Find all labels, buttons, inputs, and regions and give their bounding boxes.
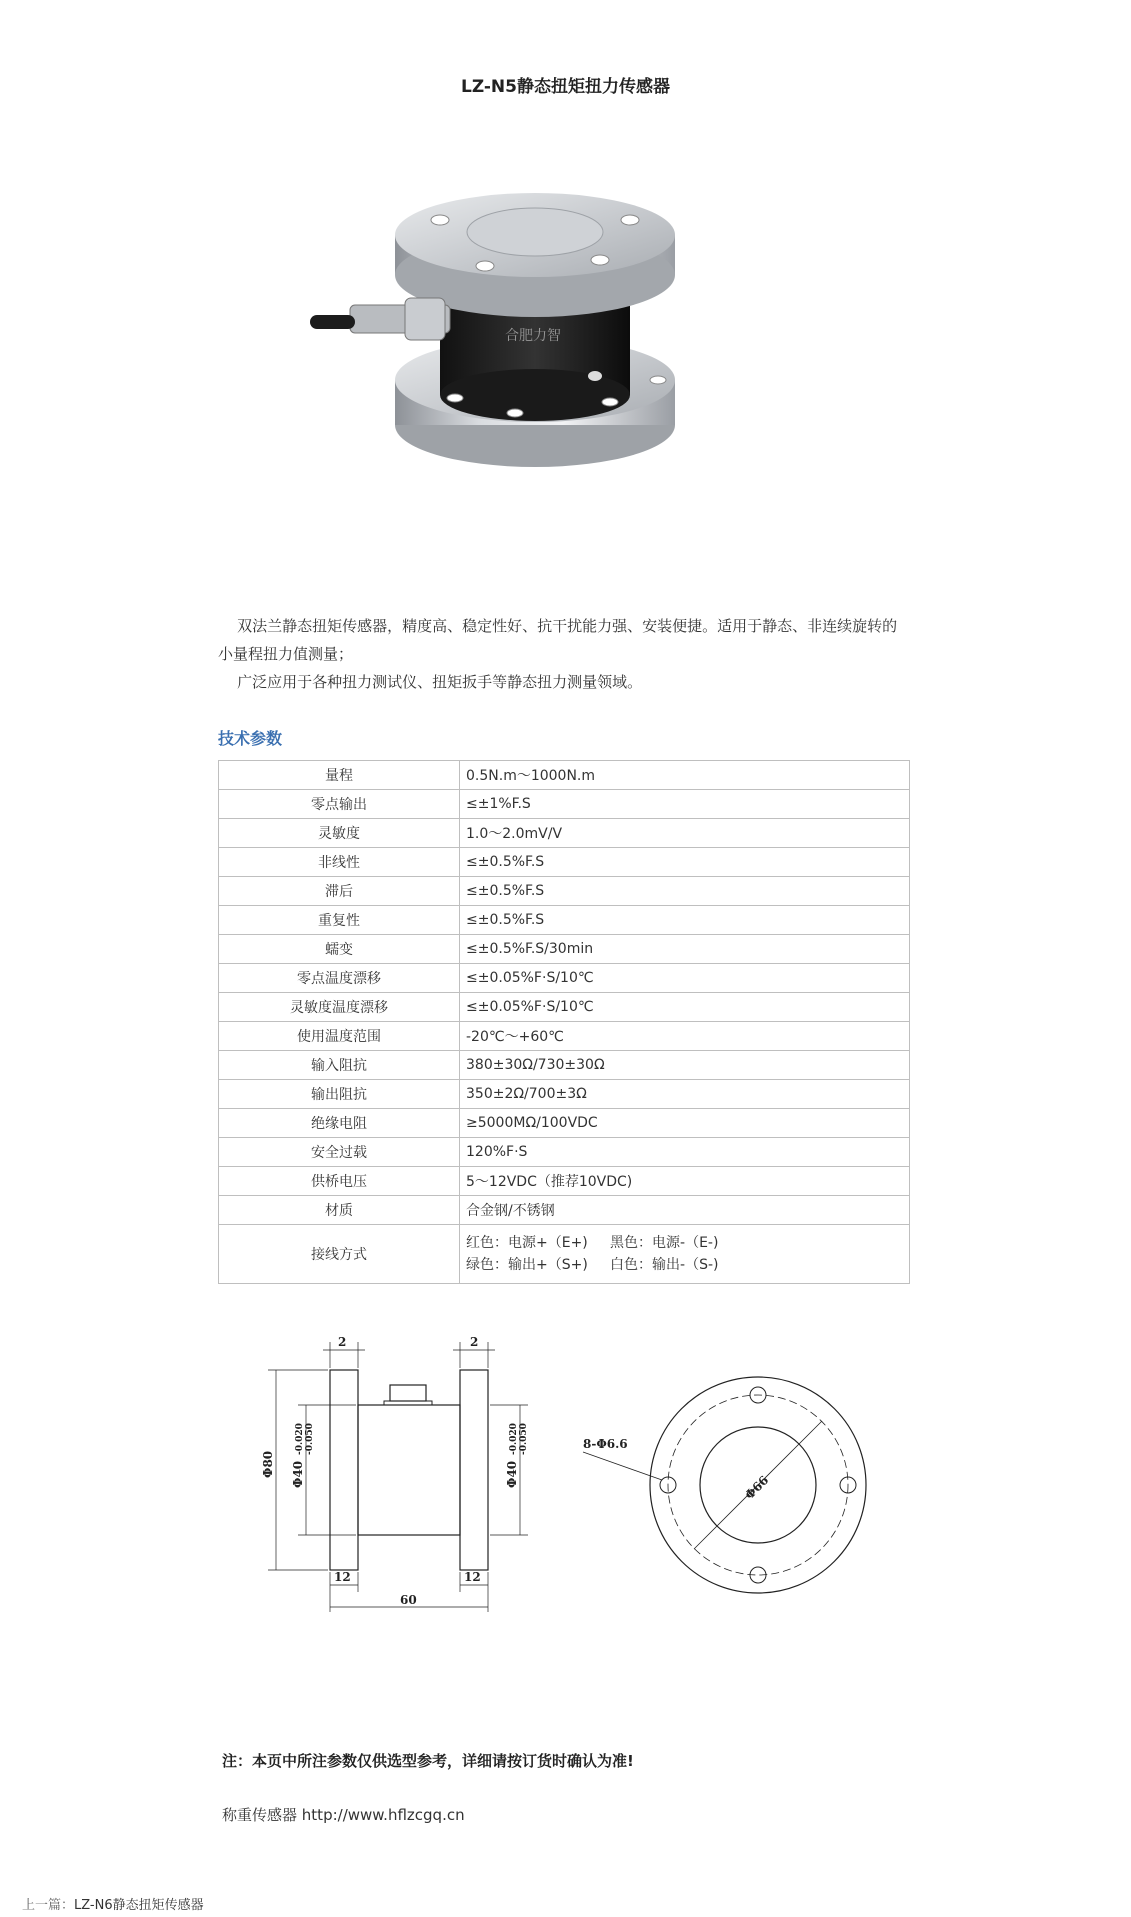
dim-pcd: Φ66 [742, 1473, 772, 1503]
spec-key: 材质 [219, 1196, 460, 1225]
spec-key: 灵敏度 [219, 819, 460, 848]
dim-holes: 8-Φ6.6 [583, 1437, 628, 1451]
spec-key: 绝缘电阻 [219, 1109, 460, 1138]
intro-paragraph-2 [218, 668, 908, 696]
table-row [219, 848, 910, 877]
table-row [219, 761, 910, 790]
dim-shaft-dia-right: Φ40 [505, 1460, 519, 1488]
spec-key: 安全过载 [219, 1138, 460, 1167]
table-row [219, 819, 910, 848]
spec-value: ≤±0.5%F.S/30min [460, 935, 910, 964]
table-row [219, 1138, 910, 1167]
table-row [219, 877, 910, 906]
spec-table [218, 760, 910, 1284]
table-row [219, 790, 910, 819]
intro-paragraph-1 [218, 612, 908, 668]
table-row [219, 1051, 910, 1080]
spec-key: 滞后 [219, 877, 460, 906]
section-title-specs: 技术参数 [218, 729, 283, 748]
spec-value: 合金钢/不锈钢 [460, 1196, 910, 1225]
spec-key: 零点输出 [219, 790, 460, 819]
intro-p1-text: 双法兰静态扭矩传感器，精度高、稳定性好、抗干扰能力强、安装便捷。适用于静态、非连续旋转的小量程扭力值测量； [218, 617, 898, 663]
spec-value: 0.5N.m～1000N.m [460, 761, 910, 790]
page-title: LZ-N5静态扭矩扭力传感器 [461, 77, 670, 97]
spec-key: 接线方式 [219, 1225, 460, 1284]
prev-article-link[interactable]: LZ-N6静态扭矩传感器 [74, 1898, 204, 1913]
intro-p2-text: 广泛应用于各种扭力测试仪、扭矩扳手等静态扭力测量领域。 [237, 673, 643, 691]
dim-tol-lower-right: -0.050 [519, 1423, 529, 1455]
spec-value: ≤±0.05%F·S/10℃ [460, 964, 910, 993]
spec-value: ≤±0.5%F.S [460, 906, 910, 935]
table-row-wiring [219, 1225, 910, 1284]
spec-value: ≥5000MΩ/100VDC [460, 1109, 910, 1138]
table-row [219, 1080, 910, 1109]
dim-flange-width-right: 12 [464, 1570, 481, 1584]
table-row [219, 1109, 910, 1138]
spec-value-wiring [460, 1225, 910, 1284]
wiring-line-2: 绿色：输出+（S+) 白色：输出-（S-) [466, 1257, 719, 1273]
table-row [219, 993, 910, 1022]
table-row [219, 935, 910, 964]
dim-shaft-dia-left: Φ40 [291, 1460, 305, 1488]
intro-text [218, 612, 908, 696]
table-row [219, 1196, 910, 1225]
footer-note: 注：本页中所注参数仅供选型参考，详细请按订货时确认为准! [222, 1752, 634, 1770]
spec-key: 输出阻抗 [219, 1080, 460, 1109]
spec-value: ≤±1%F.S [460, 790, 910, 819]
product-image [310, 180, 720, 495]
dim-tol-lower-left: -0.050 [305, 1423, 315, 1455]
dim-tol-upper-left: -0.020 [295, 1423, 305, 1455]
spec-value: 350±2Ω/700±3Ω [460, 1080, 910, 1109]
spec-key: 供桥电压 [219, 1167, 460, 1196]
side-view [268, 1342, 528, 1612]
dim-flange-thickness-left: 2 [338, 1335, 347, 1349]
spec-value: ≤±0.5%F.S [460, 848, 910, 877]
spec-value: 120%F·S [460, 1138, 910, 1167]
spec-key: 量程 [219, 761, 460, 790]
dim-flange-thickness-right: 2 [470, 1335, 479, 1349]
table-row [219, 906, 910, 935]
prev-article [22, 1894, 204, 1913]
spec-key: 非线性 [219, 848, 460, 877]
site-link[interactable]: http://www.hflzcgq.cn [301, 1806, 465, 1824]
footer-link-line [222, 1804, 465, 1825]
table-row [219, 1167, 910, 1196]
prev-label: 上一篇： [22, 1898, 75, 1913]
link-label: 称重传感器 [222, 1806, 298, 1824]
dim-outer-dia: Φ80 [261, 1450, 275, 1478]
front-view [583, 1377, 866, 1593]
spec-value: 380±30Ω/730±30Ω [460, 1051, 910, 1080]
spec-key: 使用温度范围 [219, 1022, 460, 1051]
spec-key: 重复性 [219, 906, 460, 935]
dim-flange-width-left: 12 [334, 1570, 351, 1584]
dim-tol-upper-right: -0.020 [509, 1423, 519, 1455]
wiring-line-1: 红色：电源+（E+) 黑色：电源-（E-) [466, 1235, 719, 1251]
spec-key: 蠕变 [219, 935, 460, 964]
spec-key: 灵敏度温度漂移 [219, 993, 460, 1022]
spec-value: ≤±0.05%F·S/10℃ [460, 993, 910, 1022]
dim-total-length: 60 [400, 1593, 417, 1607]
spec-key: 零点温度漂移 [219, 964, 460, 993]
table-row [219, 964, 910, 993]
spec-value: -20℃～+60℃ [460, 1022, 910, 1051]
spec-key: 输入阻抗 [219, 1051, 460, 1080]
watermark-text: 合肥力智 [505, 328, 561, 344]
spec-value: ≤±0.5%F.S [460, 877, 910, 906]
spec-value: 5～12VDC（推荐10VDC) [460, 1167, 910, 1196]
dimension-drawing [238, 1330, 898, 1640]
spec-value: 1.0～2.0mV/V [460, 819, 910, 848]
table-row [219, 1022, 910, 1051]
